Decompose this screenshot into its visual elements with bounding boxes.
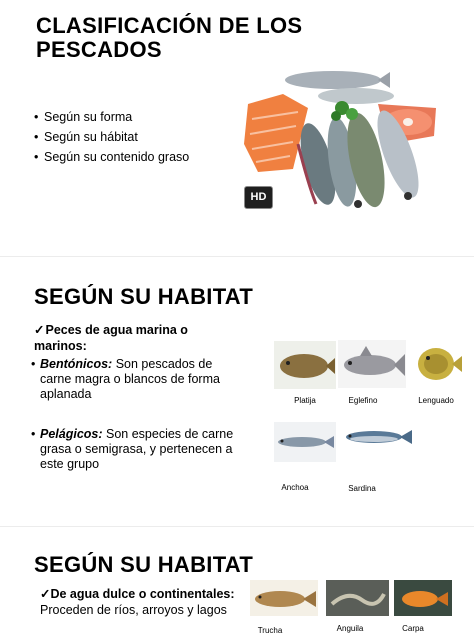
pelagic-paragraph: • Pelágicos: Son especies de carne grasa o semigrasa, y pertenecen a este grupo [31,427,234,471]
slide-2 [0,262,474,520]
slide-3-title: SEGÚN SU HABITAT [34,552,254,577]
bentonic-text: Son pescados de carne magra o blancos de forma aplanada [40,357,220,401]
eglefino-caption: Eglefino [348,396,378,405]
slide-divider [0,526,474,527]
anguila-image [326,580,389,616]
freshwater-subheading: ✓De agua dulce o continentales: [40,587,235,601]
carpa-caption: Carpa [402,624,424,633]
marine-subheading [34,322,224,354]
list-item: • Según su forma [34,107,189,127]
freshwater-block [40,586,240,618]
slide-1 [0,0,474,250]
pelagic-term: Pelágicos: [40,427,103,441]
hd-badge: HD [244,186,273,209]
slide-divider [0,256,474,257]
bentonic-term: Bentónicos: [40,357,113,371]
sardina-caption: Sardina [348,484,376,493]
sardina-image [340,422,414,452]
anchoa-image [274,422,336,462]
freshwater-text: Proceden de ríos, arroyos y lagos [40,603,227,617]
classification-list [34,107,189,167]
check-icon: ✓ [40,587,51,601]
anchoa-caption: Anchoa [281,483,309,492]
list-item: • Según su hábitat [34,127,189,147]
list-item: • Según su contenido graso [34,147,189,167]
platija-image [274,341,336,389]
lenguado-caption: Lenguado [418,396,454,405]
slide-2-title: SEGÚN SU HABITAT [34,284,254,309]
eglefino-image [338,340,406,388]
carpa-image [394,580,452,616]
trucha-caption: Trucha [257,626,283,635]
bentonic-paragraph: • Bentónicos: Son pescados de carne magra o blancos de forma aplanada [31,357,220,401]
marine-subheading-text: Peces de agua marina o marinos: [34,323,188,353]
slide-3 [0,532,474,635]
anguila-caption: Anguila [336,624,364,633]
platija-caption: Platija [294,396,316,405]
trucha-image [250,580,318,616]
slide-1-title: CLASIFICACIÓN DE LOS PESCADOS [36,13,303,62]
pelagic-text: Son especies de carne grasa o semigrasa, y pertenecen a este grupo [40,427,234,471]
check-icon: ✓ [34,323,45,337]
lenguado-image [414,342,464,386]
